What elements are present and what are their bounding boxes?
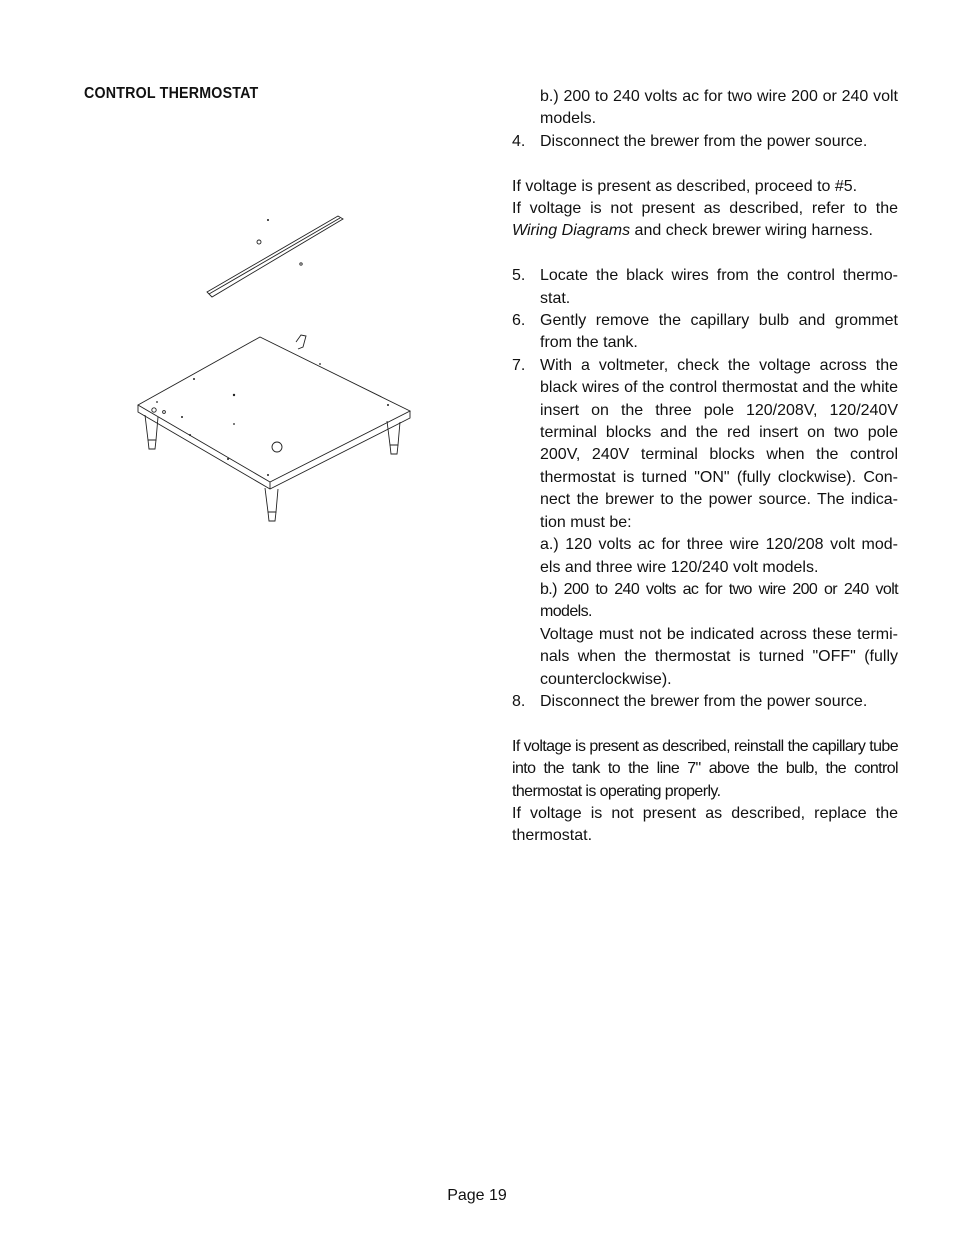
step-7 <box>512 355 898 534</box>
paragraph-wiring: If voltage is not present as described, refer to the Wiring Diagrams and check brewer wiring harness. <box>512 200 898 240</box>
step-6 <box>512 310 898 355</box>
brewer-base-figure <box>130 205 420 535</box>
paragraph: If voltage is present as described, proceed to #5. <box>512 177 858 195</box>
step7-voltage-note: Voltage must not be indicated across these termi-nals when the thermostat is turned "OFF" (fully counterclockwise). <box>540 625 898 688</box>
step-number: 7. <box>512 356 526 374</box>
leg-front-center <box>265 488 278 521</box>
section-heading: CONTROL THERMOSTAT <box>84 85 259 102</box>
step-4 <box>512 131 898 153</box>
step7-option-a: a.) 120 volts ac for three wire 120/208 volt mod-els and three wire 120/240 volt models. <box>540 536 898 576</box>
step-number: 5. <box>512 267 526 285</box>
instructions-column <box>512 86 898 848</box>
page-number: Page 19 <box>447 1187 507 1204</box>
step3-option-b: b.) 200 to 240 volts ac for two wire 200 or 240 volt models. <box>540 88 898 128</box>
step-text: With a voltmeter, check the voltage across the black wires of the control thermostat and the white insert on the three pole 120/208V, 120/240V terminal blocks and the red insert on two pole 200V, 240V terminal blocks when the control thermostat is turned "ON" (fully clockwise). Con-nect the brewer to the power source. The indica-tion must be: <box>540 356 898 531</box>
paragraph: If voltage is not present as described, replace the thermostat. <box>512 804 898 845</box>
step-number: 6. <box>512 312 526 330</box>
step-text: Disconnect the brewer from the power source. <box>540 132 868 150</box>
paragraph: If voltage is present as described, reinstall the capillary tube into the tank to the line 7" above the bulb, the control thermostat is operating properly. <box>512 737 898 800</box>
wiring-diagrams-ref: Wiring Diagrams <box>512 222 631 240</box>
step-text: Disconnect the brewer from the power source. <box>540 692 868 710</box>
step-5 <box>512 265 898 310</box>
base-tray <box>138 335 410 489</box>
step-number: 8. <box>512 692 526 710</box>
lid-strip <box>207 216 343 297</box>
step-number: 4. <box>512 132 526 150</box>
step-text: Locate the black wires from the control thermo-stat. <box>540 267 898 307</box>
step-8 <box>512 691 898 713</box>
step-text: Gently remove the capillary bulb and grommet from the tank. <box>540 312 898 352</box>
step7-option-b: b.) 200 to 240 volts ac for two wire 200 or 240 volt models. <box>540 580 898 621</box>
